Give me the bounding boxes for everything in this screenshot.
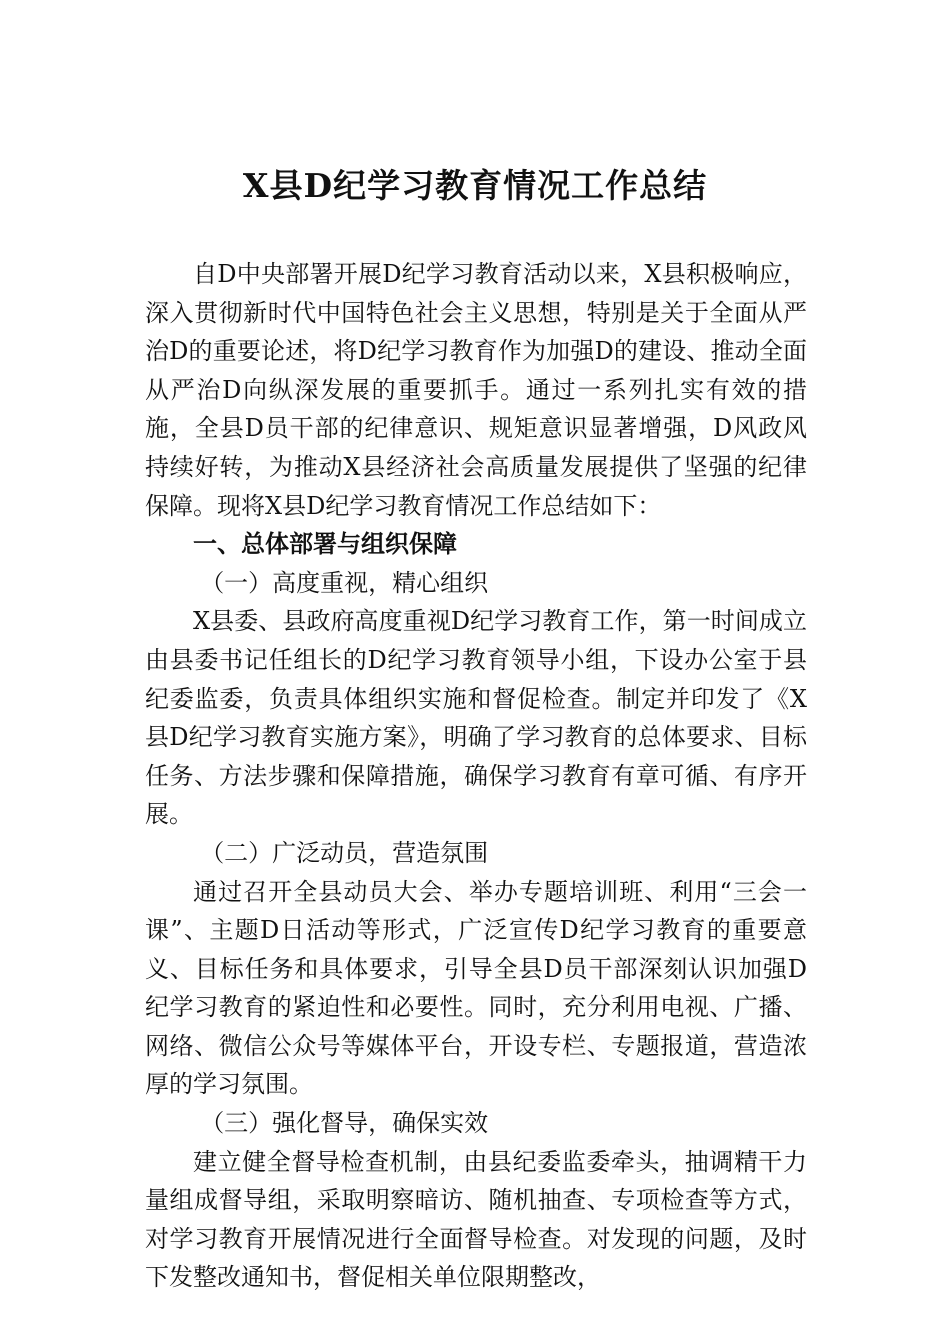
subsection-paragraph-3: 建立健全督导检查机制，由县纪委监委牵头，抽调精干力量组成督导组，采取明察暗访、随机抽查、专项检查等方式，对学习教育开展情况进行全面督导检查。对发现的问题，及时下发整改通知书，督促相关单位限期整改， — [145, 1147, 807, 1292]
section-heading-1: 一、总体部署与组织保障 — [193, 530, 457, 559]
document-body — [145, 255, 807, 1297]
intro-paragraph: 自D中央部署开展D纪学习教育活动以来，X县积极响应，深入贯彻新时代中国特色社会主义思想，特别是关于全面从严治D的重要论述，将D纪学习教育作为加强D的建设、推动全面从严治D向纵深发展的重要抓手。通过一系列扎实有效的措施，全县D员干部的纪律意识、规矩意识显著增强，D风政风持续好转，为推动X县经济社会高质量发展提供了坚强的纪律保障。现将X县D纪学习教育情况工作总结如下： — [145, 260, 807, 520]
subsection-paragraph-2: 通过召开全县动员大会、举办专题培训班、利用“三会一课”、主题D日活动等形式，广泛宣传D纪学习教育的重要意义、目标任务和具体要求，引导全县D员干部深刻认识加强D纪学习教育的紧迫性和必要性。同时，充分利用电视、广播、网络、微信公众号等媒体平台，开设专栏、专题报道，营造浓厚的学习氛围。 — [145, 877, 807, 1099]
subsection-paragraph-1: X县委、县政府高度重视D纪学习教育工作，第一时间成立由县委书记任组长的D纪学习教育领导小组，下设办公室于县纪委监委，负责具体组织实施和督促检查。制定并印发了《X县D纪学习教育实施方案》，明确了学习教育的总体要求、目标任务、方法步骤和保障措施，确保学习教育有章可循、有序开展。 — [145, 607, 807, 829]
document-title: X县D纪学习教育情况工作总结 — [242, 166, 708, 205]
subsection-heading-3: （三）强化督导，确保实效 — [200, 1109, 489, 1138]
subsection-heading-2: （二）广泛动员，营造氛围 — [200, 838, 489, 867]
subsection-heading-1: （一）高度重视，精心组织 — [200, 568, 489, 597]
